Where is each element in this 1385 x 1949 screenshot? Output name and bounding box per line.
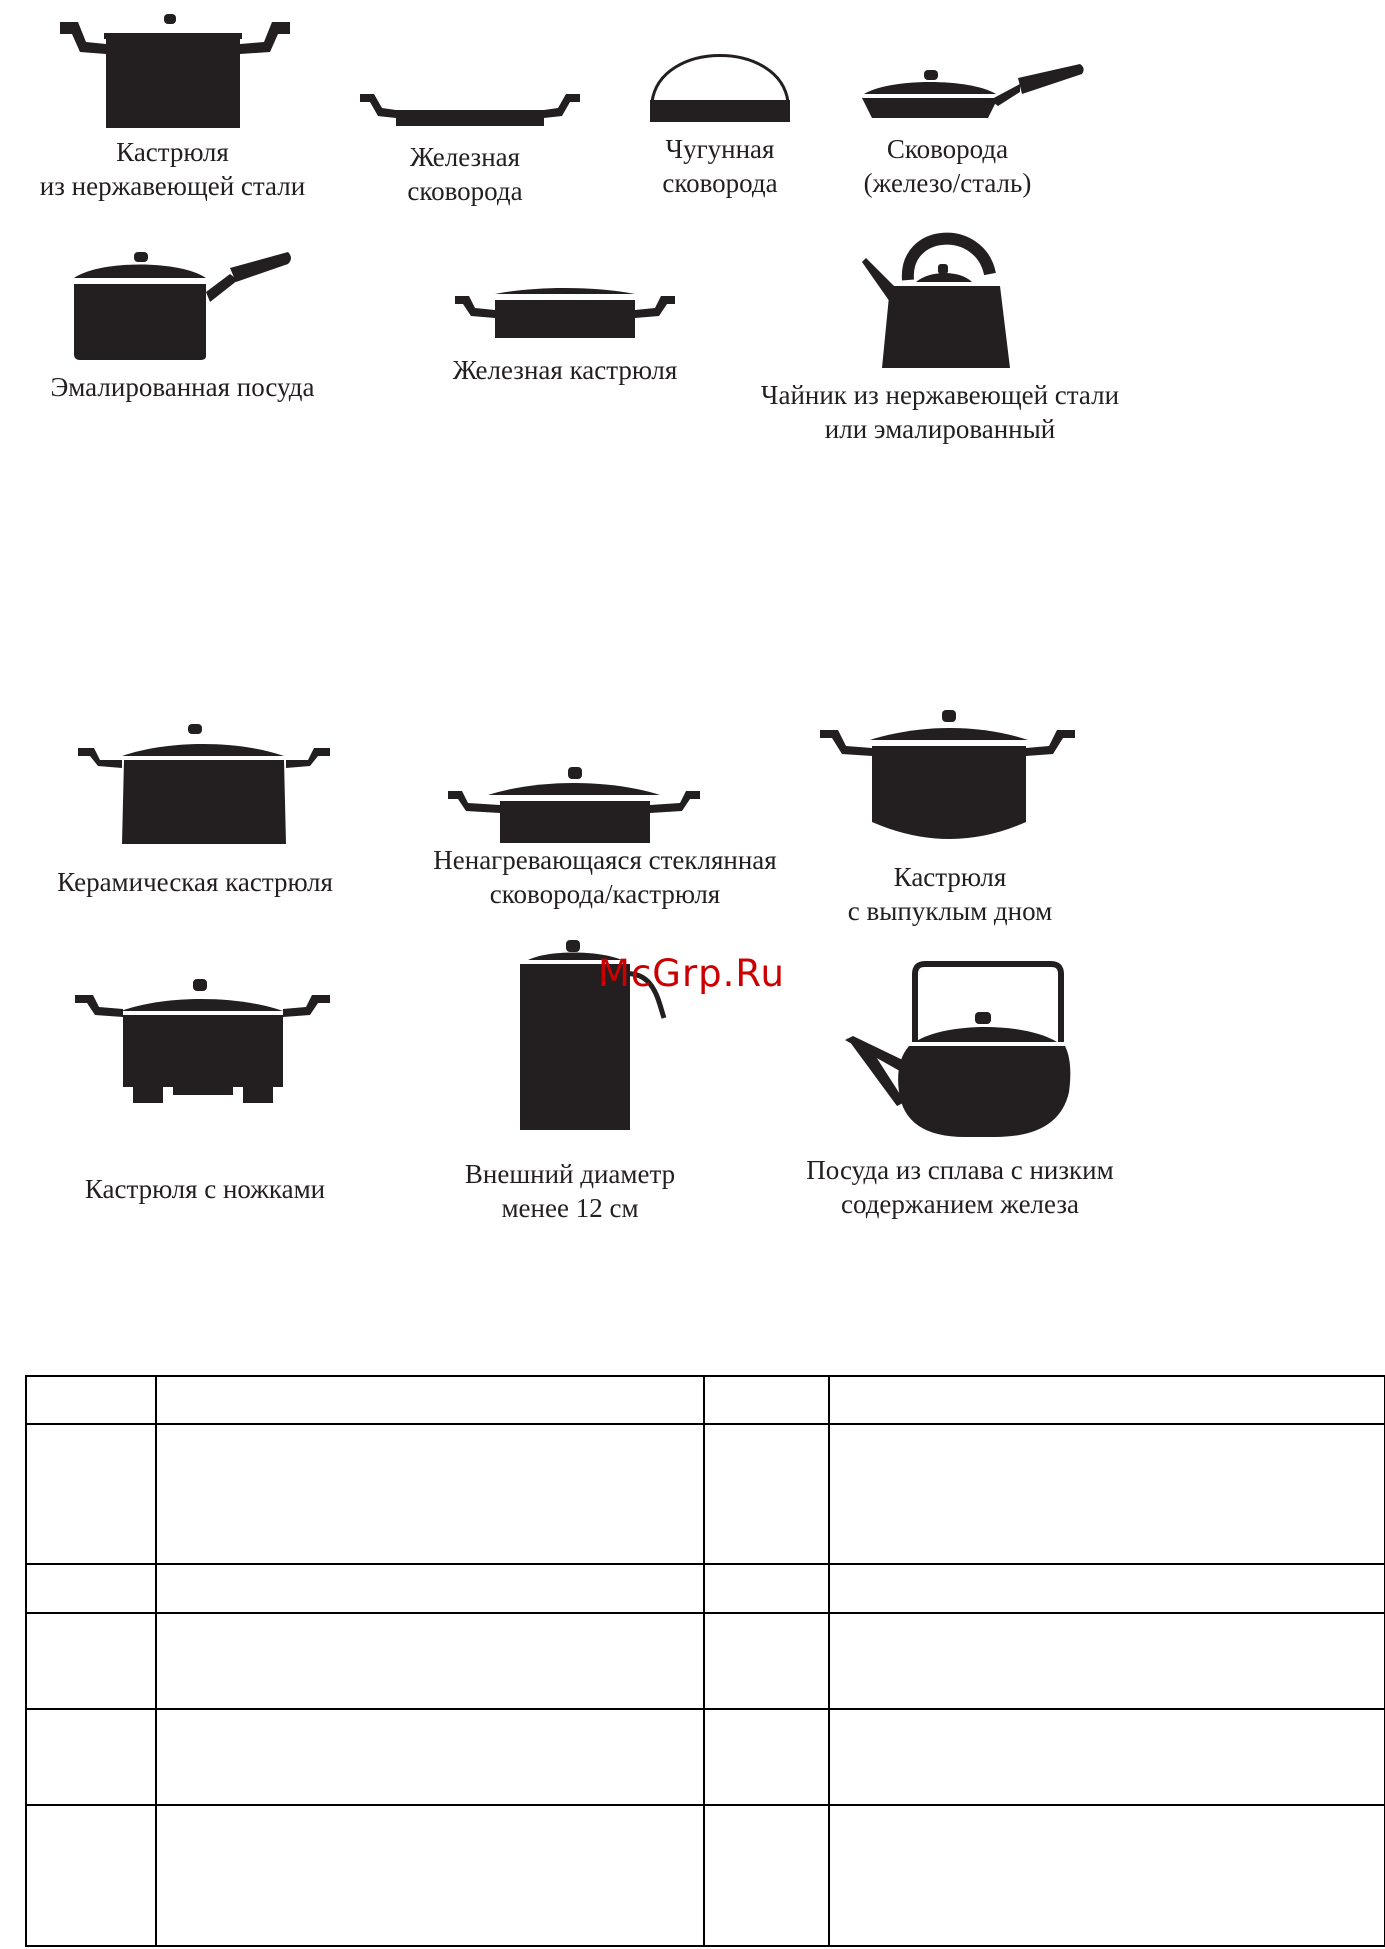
table-cell — [829, 1564, 1385, 1613]
table-cell — [704, 1613, 829, 1709]
table-cell — [26, 1424, 156, 1564]
pot-icon — [78, 720, 330, 844]
teapot-icon — [845, 962, 1070, 1137]
table-row — [26, 1376, 1385, 1424]
table-cell — [829, 1805, 1385, 1946]
saucepan-icon — [70, 248, 290, 360]
table-cell — [704, 1709, 829, 1805]
table-cell — [704, 1805, 829, 1946]
pot-icon — [60, 8, 290, 128]
table-row — [26, 1424, 1385, 1564]
table-row — [26, 1564, 1385, 1613]
table-cell — [26, 1805, 156, 1946]
legged-pot-icon — [75, 975, 330, 1105]
table-cell — [26, 1709, 156, 1805]
table-cell — [704, 1376, 829, 1424]
table-cell — [156, 1805, 704, 1946]
table-cell — [156, 1424, 704, 1564]
cast-iron-pan-icon — [650, 52, 790, 122]
table-cell — [704, 1424, 829, 1564]
table-cell — [156, 1564, 704, 1613]
table-cell — [26, 1564, 156, 1613]
table-cell — [26, 1376, 156, 1424]
blank-table — [25, 1375, 1385, 1947]
table-cell — [829, 1709, 1385, 1805]
kettle-icon — [860, 218, 1020, 368]
glass-pan-icon — [448, 765, 700, 843]
table-cell — [156, 1376, 704, 1424]
table-row — [26, 1613, 1385, 1709]
watermark: McGrp.Ru — [598, 952, 785, 995]
table-cell — [156, 1709, 704, 1805]
shallow-pan-icon — [360, 90, 580, 126]
table-row — [26, 1805, 1385, 1946]
table-cell — [829, 1376, 1385, 1424]
frying-pan-icon — [860, 60, 1085, 120]
table-cell — [704, 1564, 829, 1613]
table-cell — [26, 1613, 156, 1709]
table-cell — [829, 1424, 1385, 1564]
table-cell — [156, 1613, 704, 1709]
casserole-icon — [455, 282, 675, 338]
convex-pot-icon — [820, 706, 1075, 842]
table-cell — [829, 1613, 1385, 1709]
table-row — [26, 1709, 1385, 1805]
